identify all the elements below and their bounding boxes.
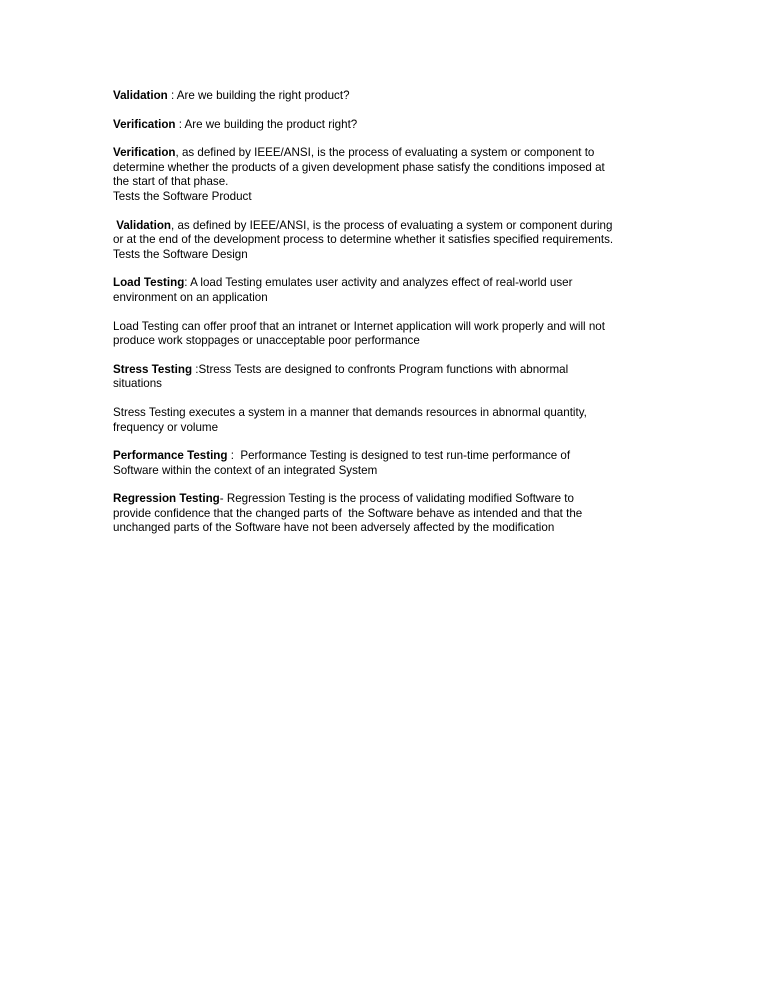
paragraph-line: determine whether the products of a given development phase satisfy the conditions imposed at	[113, 160, 605, 174]
paragraph-line: the start of that phase.	[113, 175, 229, 189]
paragraph-line: or at the end of the development process to determine whether it satisfies specified requirements.	[113, 233, 614, 247]
paragraph-line	[113, 276, 658, 291]
verification-text: : Are we building the product right?	[175, 117, 358, 131]
paragraph-line: situations	[113, 377, 162, 391]
verification-term: Verification	[113, 117, 176, 131]
paragraph-line	[113, 146, 658, 161]
validation-line	[113, 89, 658, 104]
paragraph-line	[113, 492, 658, 507]
paragraph-text: - Regression Testing is the process of validating modified Software to	[219, 492, 574, 506]
paragraph-line: Tests the Software Product	[113, 189, 252, 203]
stress-testing-definition	[113, 363, 658, 392]
document-page	[113, 89, 658, 550]
performance-testing-term: Performance Testing	[113, 449, 228, 463]
paragraph-line: Stress Testing executes a system in a manner that demands resources in abnormal quantity,	[113, 405, 587, 419]
stress-testing-detail	[113, 406, 658, 435]
paragraph-text: , as defined by IEEE/ANSI, is the process of evaluating a system or component during	[171, 218, 613, 232]
paragraph-line: frequency or volume	[113, 420, 219, 434]
paragraph-line: Tests the Software Design	[113, 247, 248, 261]
paragraph-line: provide confidence that the changed parts of the Software behave as intended and that the	[113, 506, 583, 520]
validation-definition-short	[113, 89, 658, 104]
verification-line	[113, 118, 658, 133]
paragraph-line: unchanged parts of the Software have not been adversely affected by the modification	[113, 521, 555, 535]
paragraph-text: :Stress Tests are designed to confronts Program functions with abnormal	[192, 362, 569, 376]
validation-term: Validation	[116, 218, 171, 232]
paragraph-text: : A load Testing emulates user activity and analyzes effect of real-world user	[184, 276, 573, 290]
load-testing-definition	[113, 276, 658, 305]
validation-definition-ieee	[113, 219, 658, 263]
paragraph-line	[113, 449, 658, 464]
validation-text: : Are we building the right product?	[167, 89, 350, 102]
paragraph-line: produce work stoppages or unacceptable poor performance	[113, 334, 420, 348]
paragraph-text: , as defined by IEEE/ANSI, is the process of evaluating a system or component to	[175, 146, 595, 160]
paragraph-text: : Performance Testing is designed to test run-time performance of	[227, 449, 571, 463]
verification-definition-ieee	[113, 146, 658, 204]
load-testing-detail	[113, 320, 658, 349]
load-testing-term: Load Testing	[113, 276, 185, 290]
verification-term: Verification	[113, 146, 176, 160]
paragraph-line	[113, 363, 658, 378]
paragraph-line: Load Testing can offer proof that an intranet or Internet application will work properly and will not	[113, 319, 605, 333]
regression-testing-term: Regression Testing	[113, 492, 220, 506]
paragraph-line: environment on an application	[113, 290, 268, 304]
validation-term: Validation	[113, 89, 168, 102]
paragraph-line	[113, 219, 658, 234]
performance-testing-definition	[113, 449, 658, 478]
verification-definition-short	[113, 118, 658, 133]
regression-testing-definition	[113, 492, 658, 536]
paragraph-line: Software within the context of an integrated System	[113, 463, 378, 477]
stress-testing-term: Stress Testing	[113, 362, 193, 376]
